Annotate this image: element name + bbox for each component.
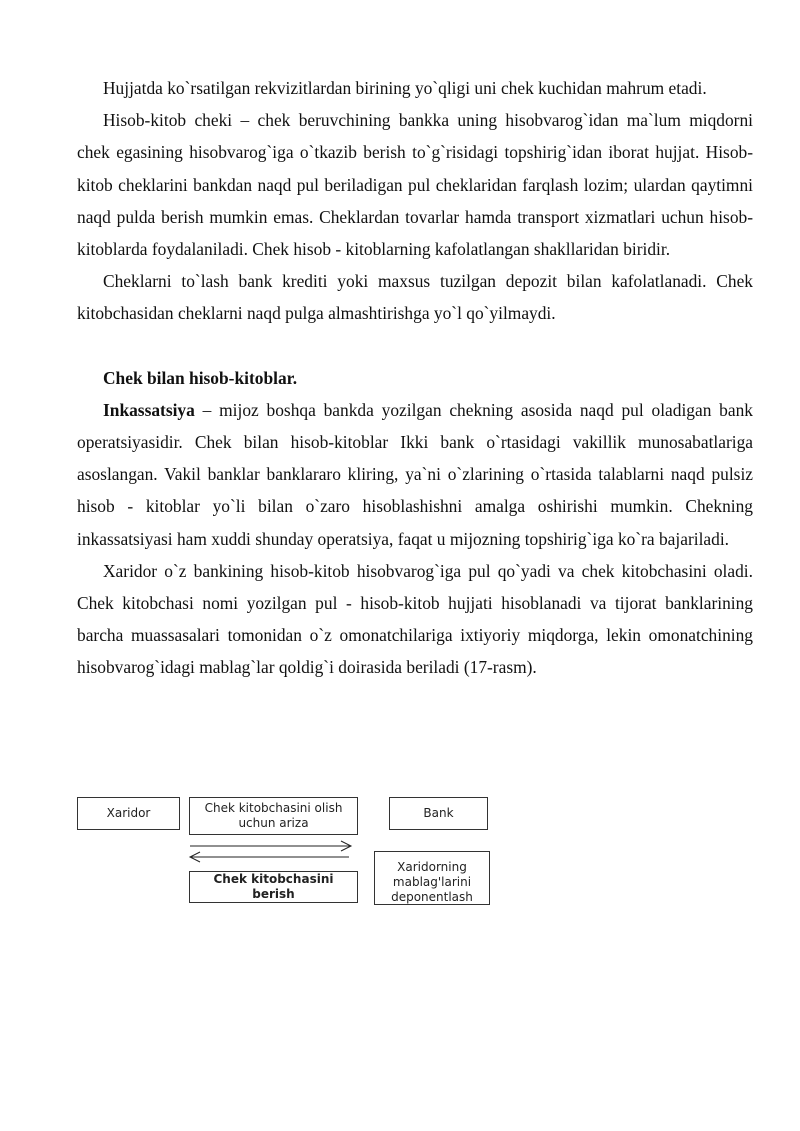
box-ariza: Chek kitobchasini olish uchun ariza	[189, 797, 358, 835]
box-xaridor: Xaridor	[77, 797, 180, 830]
arrow-left	[190, 852, 349, 862]
box-berish: Chek kitobchasini berish	[189, 871, 358, 903]
term-inkassatsiya: Inkassatsiya	[103, 399, 195, 420]
paragraph-inkassatsiya	[77, 394, 753, 555]
paragraph-inkassatsiya-text: – mijoz boshqa bankda yozilgan chekning asosida naqd pul oladigan bank operatsiyasidir. Chek bilan hisob-kitoblar Ikki bank o`rtasidagi vakillik munosabatlariga asoslangan. Vakil banklar banklararo kliring, ya`ni o`zlarining o`rtasida talablarni naqd pulsiz hisob - kitoblar yo`li bilan o`zaro hisoblashishni amalga oshirishi mumkin. Chekning inkassatsiyasi ham xuddi shunday operatsiya, faqat u mijozning topshirig`iga ko`ra bajariladi.	[77, 399, 753, 549]
paragraph-xaridor: Xaridor o`z bankining hisob-kitob hisobvarog`iga pul qo`yadi va chek kitobchasini oladi. Chek kitobchasi nomi yozilgan pul - hisob-kitob hujjati hisoblanadi va tijorat banklarining barcha muassasalari tomonidan o`z omonatchilariga ixtiyoriy miqdorga, lekin omonatchining hisobvarog`idagi mablag`lar qoldig`i doirasida beriladi (17-rasm).	[77, 560, 753, 678]
document-body	[77, 72, 753, 684]
section-heading: Chek bilan hisob-kitoblar.	[103, 367, 298, 388]
paragraph-rekvizit: Hujjatda ko`rsatilgan rekvizitlardan birining yo`qligi uni chek kuchidan mahrum etadi.	[103, 78, 707, 98]
box-bank: Bank	[389, 797, 488, 830]
box-deponentlash: Xaridorning mablag'larini deponentlash	[374, 851, 490, 905]
paragraph-hisob-kitob-cheki: Hisob-kitob cheki – chek beruvchining bankka uning hisobvarog`idan ma`lum miqdorni chek egasining hisobvarog`iga o`tkazib berish to`g`risidagi topshirig`idan iborat hujjat. Hisob-kitob cheklarini bankdan naqd pul beriladigan pul cheklaridan farqlash lozim; ulardan qaytimni naqd pulda berish mumkin emas. Cheklardan tovarlar hamda transport xizmatlari uchun hisob-kitoblarda foydalaniladi. Chek hisob - kitoblarning kafolatlangan shakllaridan biridir.	[77, 110, 753, 260]
arrow-right	[190, 841, 351, 851]
paragraph-cheklarni-tolash: Cheklarni to`lash bank krediti yoki maxsus tuzilgan depozit bilan kafolatlanadi. Chek kitobchasidan cheklarni naqd pulga almashtirishga yo`l qo`yilmaydi.	[77, 271, 753, 324]
